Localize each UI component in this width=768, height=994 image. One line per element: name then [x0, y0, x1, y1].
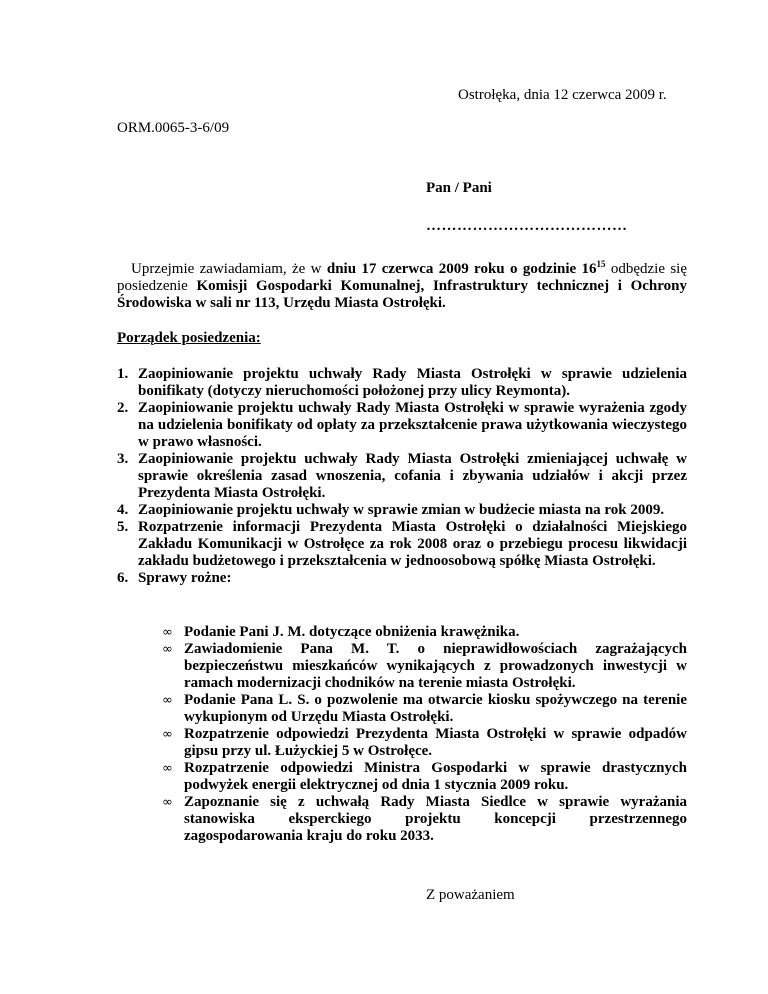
- list-item-text: Zawiadomienie Pana M. T. o nieprawidłowościach zagrażających bezpieczeństwu mieszkańców wynikających z prowadzonych inwestycji w ramach modernizacji chodników na terenie miasta Ostrołęki.: [184, 641, 687, 691]
- agenda-list: [117, 366, 687, 587]
- infinity-bullet-icon: ∞: [162, 693, 173, 708]
- agenda-item: [117, 502, 687, 519]
- infinity-bullet-icon: ∞: [162, 761, 173, 776]
- agenda-item: [117, 519, 687, 570]
- list-item-text: Rozpatrzenie odpowiedzi Prezydenta Miasta Ostrołęki w sprawie odpadów gipsu przy ul. Łużyckiej 5 w Ostrołęce.: [184, 726, 687, 759]
- agenda-item-text: Sprawy rożne:: [138, 570, 232, 586]
- list-item-text: Podanie Pana L. S. o pozwolenie ma otwarcie kiosku spożywczego na terenie wykupionym od Urzędu Miasta Ostrołęki.: [184, 692, 687, 725]
- agenda-item-text: Zaopiniowanie projektu uchwały Rady Miasta Ostrołęki w sprawie udzielenia bonifikaty (dotyczy nieruchomości położonej przy ulicy Reymonta).: [138, 366, 687, 399]
- addressee-label: Pan / Pani: [426, 180, 492, 196]
- agenda-item: [117, 366, 687, 400]
- meeting-time-superscript: 15: [596, 259, 606, 269]
- list-item-text: Zapoznanie się z uchwałą Rady Miasta Siedlce w sprawie wyrażania stanowiska eksperckiego projektu koncepcji przestrzennego zagospodarowania kraju do roku 2033.: [184, 794, 687, 844]
- infinity-bullet-icon: ∞: [162, 727, 173, 742]
- agenda-title: Porządek posiedzenia:: [117, 330, 261, 346]
- agenda-item-number: 4.: [117, 502, 129, 518]
- agenda-item: [117, 451, 687, 502]
- meeting-date-time: dniu 17 czerwca 2009 roku o godzinie 16: [326, 261, 597, 277]
- list-item: [162, 692, 687, 726]
- agenda-item-text: Zaopiniowanie projektu uchwały w sprawie zmian w budżecie miasta na rok 2009.: [138, 502, 665, 518]
- agenda-item-text: Zaopiniowanie projektu uchwały Rady Miasta Ostrołęki zmieniającej uchwałę w sprawie określenia zasad wnoszenia, cofania i zbywania udziałów i akcji przez Prezydenta Miasta Ostrołęki.: [138, 451, 687, 501]
- list-item: [162, 726, 687, 760]
- list-item: [162, 794, 687, 845]
- misc-matters-list: [162, 624, 687, 845]
- agenda-item-text: Rozpatrzenie informacji Prezydenta Miasta Ostrołęki o działalności Miejskiego Zakładu Komunikacji w Ostrołęce za rok 2008 oraz o przebiegu procesu likwidacji zakładu budżetowego i przekształcenia w jednoosobową spółkę Miasta Ostrołęki.: [138, 519, 687, 569]
- closing-salutation: Z poważaniem: [426, 887, 515, 903]
- intro-paragraph: [117, 261, 687, 312]
- agenda-item: [117, 400, 687, 451]
- reference-number: ORM.0065-3-6/09: [117, 120, 230, 136]
- agenda-item-number: 2.: [117, 400, 129, 416]
- committee-name: Komisji Gospodarki Komunalnej, Infrastruktury technicznej i Ochrony Środowiska w sali nr 113, Urzędu Miasta Ostrołęki.: [117, 278, 687, 311]
- infinity-bullet-icon: ∞: [162, 625, 173, 640]
- list-item: [162, 624, 687, 641]
- list-item-text: Podanie Pani J. M. dotyczące obniżenia krawężnika.: [184, 624, 520, 640]
- agenda-item: [117, 570, 687, 587]
- intro-text-1: Uprzejmie zawiadamiam, że w: [131, 261, 327, 277]
- agenda-item-number: 5.: [117, 519, 129, 535]
- agenda-item-number: 1.: [117, 366, 129, 382]
- letter-date: Ostrołęka, dnia 12 czerwca 2009 r.: [458, 87, 667, 103]
- list-item: [162, 641, 687, 692]
- agenda-item-number: 6.: [117, 570, 129, 586]
- list-item: [162, 760, 687, 794]
- intro-text-2: odbędzie się posiedzenie: [117, 261, 687, 294]
- agenda-item-number: 3.: [117, 451, 129, 467]
- agenda-item-text: Zaopiniowanie projektu uchwały Rady Miasta Ostrołęki w sprawie wyrażenia zgody na udzielenia bonifikaty od opłaty za przekształcenie prawa użytkowania wieczystego w prawo własności.: [138, 400, 687, 450]
- infinity-bullet-icon: ∞: [162, 795, 173, 810]
- addressee-dots: …………………………………: [426, 218, 628, 234]
- list-item-text: Rozpatrzenie odpowiedzi Ministra Gospodarki w sprawie drastycznych podwyżek energii elektrycznej od dnia 1 stycznia 2009 roku.: [184, 760, 687, 793]
- infinity-bullet-icon: ∞: [162, 642, 173, 657]
